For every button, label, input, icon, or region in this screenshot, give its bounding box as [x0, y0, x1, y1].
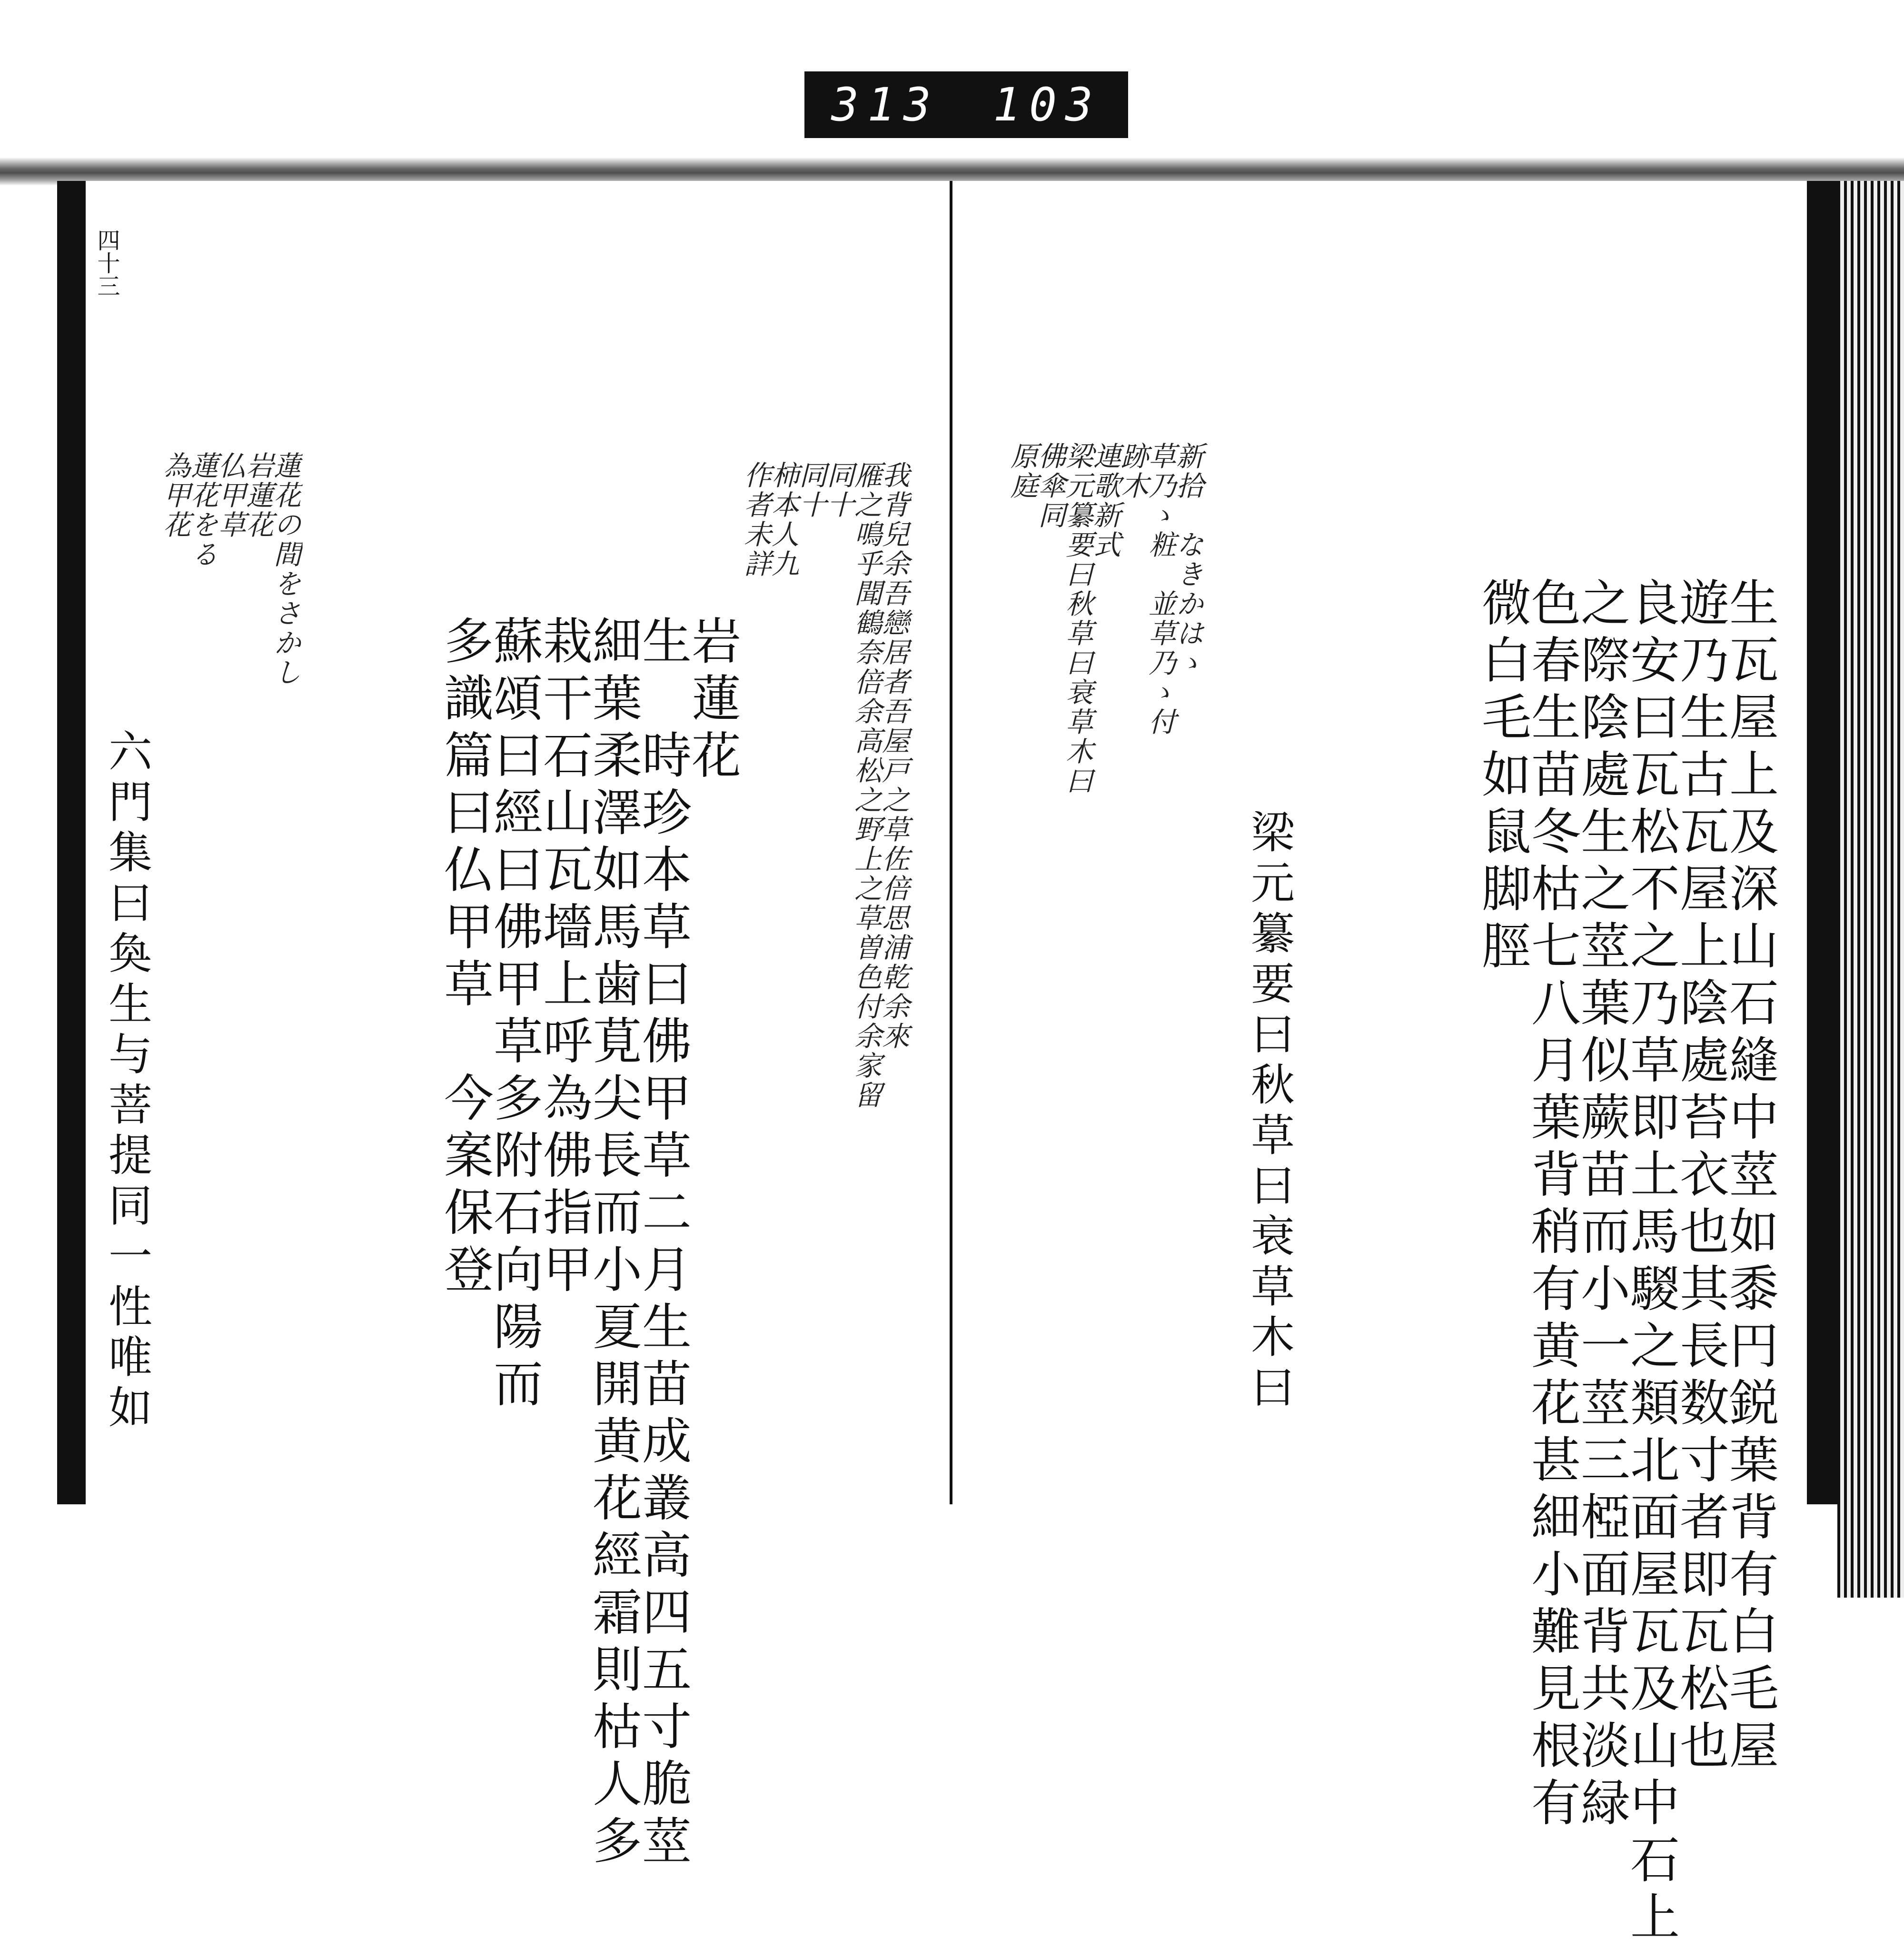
right-script-notes: [981, 305, 1229, 1457]
left-line-4: 栽干石山瓦墻上呼為佛指甲: [535, 615, 593, 1301]
right-quote: 梁元纂要曰秋草曰衰草木曰: [1244, 809, 1295, 1415]
left-note-5: 柿本人九: [767, 461, 799, 579]
left-script-4: 蓮花をる: [186, 451, 218, 569]
left-script-2: 岩蓮花: [241, 451, 274, 540]
left-script-body: [133, 314, 327, 1438]
left-line-3: 細葉柔澤如馬歯莧尖長而小夏開黄花經霜則枯人多: [584, 615, 642, 1872]
left-note-4: 同十: [794, 461, 827, 520]
frame-number-label: [804, 71, 1128, 138]
left-page-number: 四十三: [93, 229, 120, 297]
left-script-3: 仏甲草: [214, 451, 246, 540]
left-note-2: 雁之鳴乎聞鶴奈倍余高松之野上之草曽色付余家留: [850, 461, 882, 1110]
book-edge: [1837, 181, 1904, 1598]
frame-number-2: 103: [993, 78, 1101, 131]
right-line-1: 生瓦屋上及深山石縫中莖如黍円鋭葉背有白毛屋: [1721, 577, 1779, 1777]
left-note-3: 同十: [822, 461, 854, 520]
left-script-5: 為甲花: [159, 451, 191, 540]
right-page-number: 四十二: [1802, 224, 1829, 292]
right-note-5: 梁元纂要曰秋草曰衰草木曰: [1061, 442, 1093, 796]
right-note-3: 跡木: [1116, 442, 1149, 501]
right-note-6: 佛傘同: [1033, 442, 1066, 530]
right-line-2: 遊乃生古瓦屋上陰處苔衣也其長数寸者即瓦松也: [1671, 577, 1729, 1777]
right-note-4: 連歌新式: [1089, 442, 1121, 560]
left-note-6: 作者未詳: [739, 461, 772, 579]
right-line-3: 良安曰瓦松不之乃草即土馬騣之類北面屋瓦及山中石上: [1622, 577, 1680, 1948]
right-line-6: 微白毛如鼠脚脛: [1473, 577, 1531, 977]
right-line-4: 之際陰處生之莖葉似蕨苗而小一莖三椏面背共淡緑: [1572, 577, 1630, 1834]
right-note-7: 原庭: [1006, 442, 1038, 501]
left-script-1: 蓮花の間をさかし: [269, 451, 301, 687]
right-note-2: 草乃ゝ粧 並草乃ゝ付: [1144, 442, 1176, 737]
right-line-5: 色春生苗冬枯七八月葉背稍有黄花甚細小難見根有: [1523, 577, 1581, 1834]
left-note-1: 我背兒余吾戀居者吾屋戸之草佐倍思浦乾余來: [877, 461, 910, 1051]
left-line-2: 生 時珍本草曰佛甲草二月生苗成叢高四五寸脆莖: [634, 615, 692, 1872]
left-line-6: 多識篇曰仏甲草 今案保登: [436, 615, 494, 1301]
left-line-5: 蘇頌曰經曰佛甲草多附石向陽而: [485, 615, 543, 1415]
right-note-1: 新拾 なきかはゝ: [1171, 442, 1204, 678]
left-main-text: [390, 352, 786, 1872]
left-quote: 六門集曰奐生与菩提同一性唯如: [101, 728, 152, 1435]
right-main-text: [1428, 314, 1824, 1948]
left-line-1: 岩蓮花: [683, 615, 741, 786]
frame-number-1: 313: [831, 78, 940, 131]
